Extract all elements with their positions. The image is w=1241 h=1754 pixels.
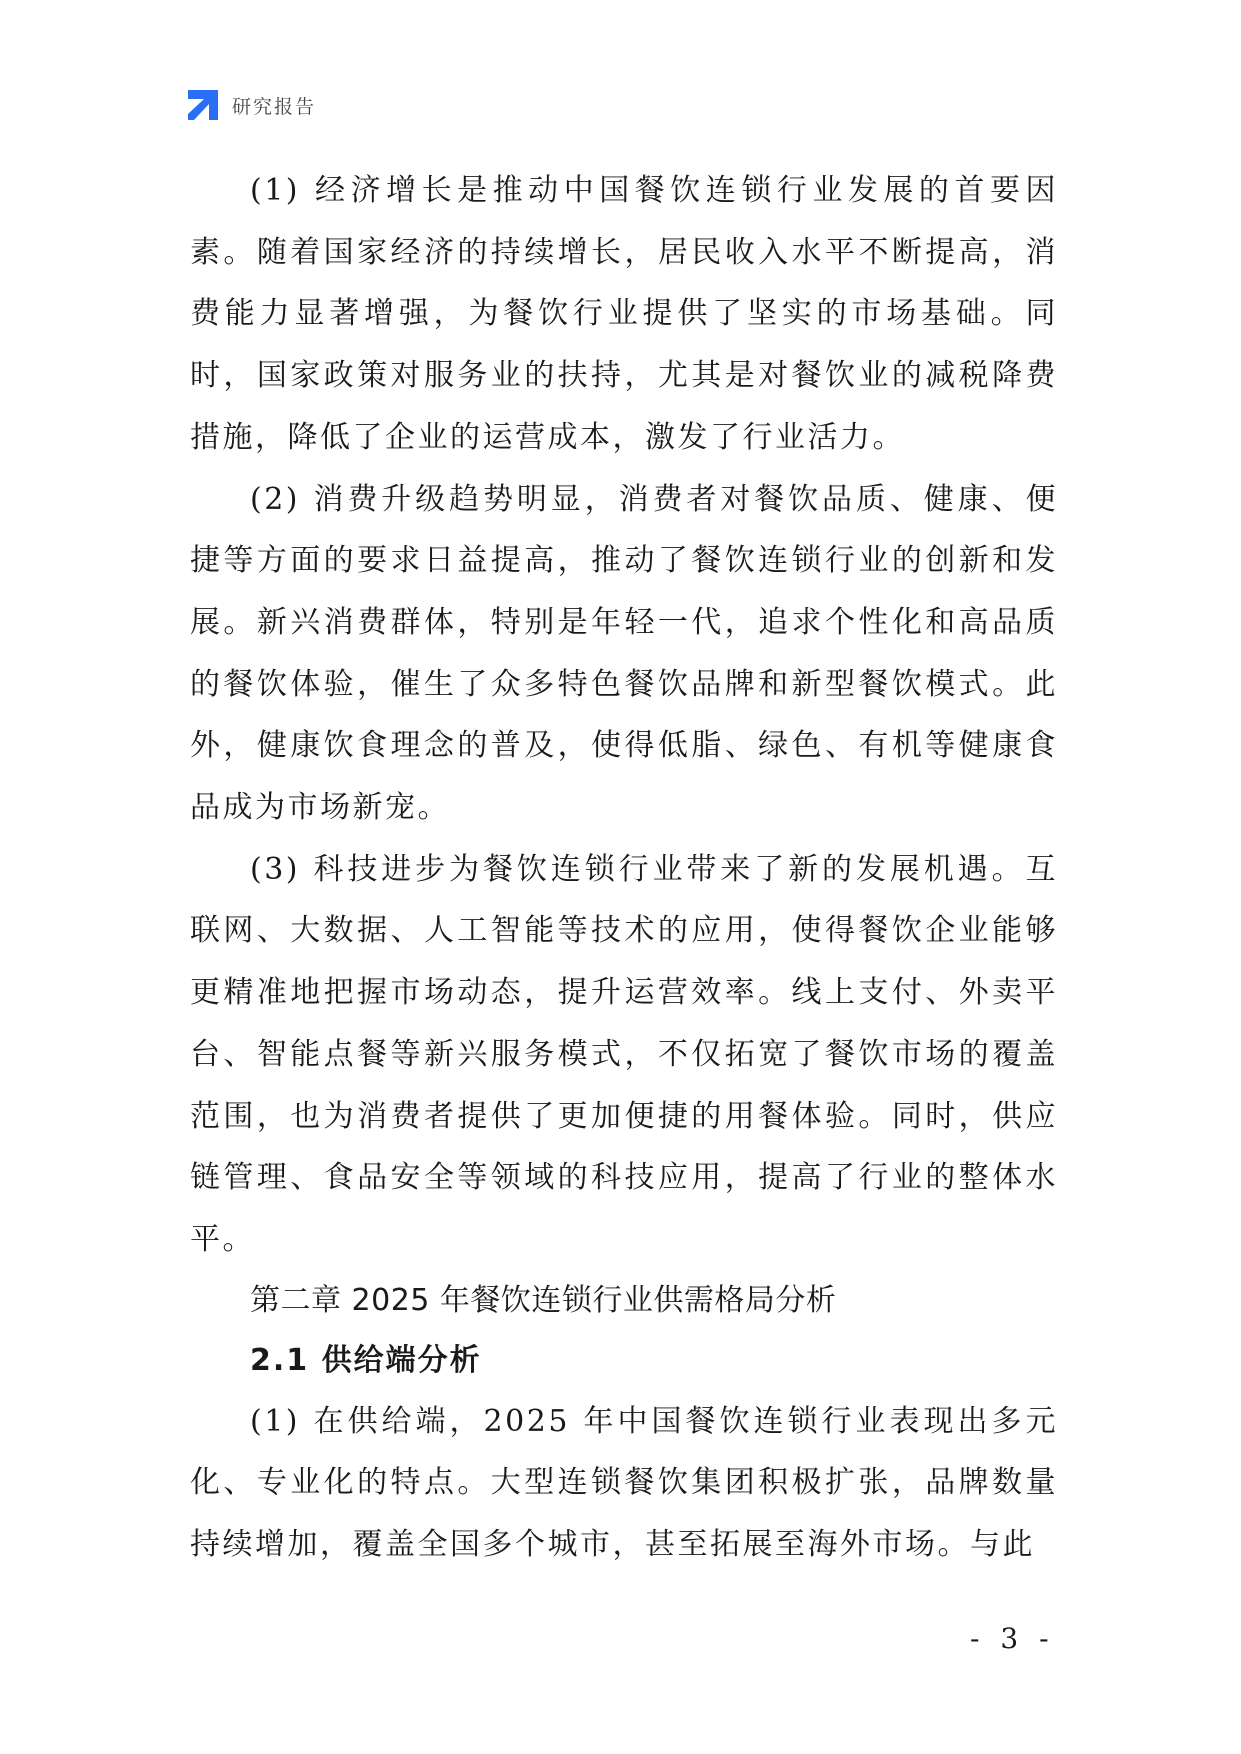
- section-title: 2.1 供给端分析: [250, 1342, 482, 1378]
- paragraph-4: (1) 在供给端，2025 年中国餐饮连锁行业表现出多元化、专业化的特点。大型连锁餐饮集团积极扩张，品牌数量持续增加，覆盖全国多个城市，甚至拓展至海外市场。与此: [190, 1403, 1058, 1563]
- page-number: - 3 -: [970, 1622, 1055, 1655]
- paragraph-1: (1) 经济增长是推动中国餐饮连锁行业发展的首要因素。随着国家经济的持续增长，居民收入水平不断提高，消费能力显著增强，为餐饮行业提供了坚实的市场基础。同时，国家政策对服务业的扶持，尤其是对餐饮业的减税降费措施，降低了企业的运营成本，激发了行业活力。: [190, 173, 1058, 455]
- header-label: 研究报告: [232, 95, 317, 118]
- document-body: [190, 160, 1058, 1576]
- paragraph-2: (2) 消费升级趋势明显，消费者对餐饮品质、健康、便捷等方面的要求日益提高，推动了餐饮连锁行业的创新和发展。新兴消费群体，特别是年轻一代，追求个性化和高品质的餐饮体验，催生了众多特色餐饮品牌和新型餐饮模式。此外，健康饮食理念的普及，使得低脂、绿色、有机等健康食品成为市场新宠。: [190, 481, 1058, 826]
- report-header: [186, 88, 316, 122]
- paragraph-3: (3) 科技进步为餐饮连锁行业带来了新的发展机遇。互联网、大数据、人工智能等技术的应用，使得餐饮企业能够更精准地把握市场动态，提升运营效率。线上支付、外卖平台、智能点餐等新兴服务模式，不仅拓宽了餐饮市场的覆盖范围，也为消费者提供了更加便捷的用餐体验。同时，供应链管理、食品安全等领域的科技应用，提高了行业的整体水平。: [190, 851, 1058, 1257]
- chapter-title: 第二章 2025 年餐饮连锁行业供需格局分析: [250, 1282, 837, 1318]
- arrow-up-right-icon: [186, 88, 220, 122]
